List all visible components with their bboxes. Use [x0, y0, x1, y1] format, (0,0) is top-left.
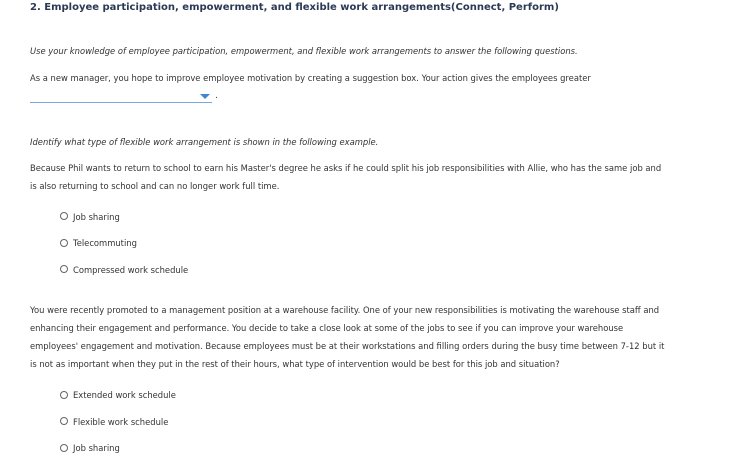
radio-extended-work-schedule[interactable]	[60, 391, 68, 399]
instructions-text: Use your knowledge of employee participation, empowerment, and flexible work arrangements to answer the following questions.	[30, 46, 578, 56]
part1-dropdown[interactable]	[30, 92, 212, 103]
question-title: 2. Employee participation, empowerment, and flexible work arrangements(Connect, Perform)	[30, 2, 559, 13]
part3-scenario-line: You were recently promoted to a management position at a warehouse facility. One of your new responsibilities is motivating the warehouse staff and	[30, 305, 660, 315]
part1-period: .	[215, 91, 218, 101]
radio-job-sharing-2[interactable]	[60, 444, 68, 452]
part2-instruction: Identify what type of flexible work arrangement is shown in the following example.	[30, 137, 379, 147]
part2-scenario-line1: Because Phil wants to return to school to earn his Master's degree he asks if he could split his job responsibilities with Allie, who has the same job and	[30, 163, 662, 173]
radio-flexible-work-schedule[interactable]	[60, 417, 68, 425]
option-label[interactable]: Telecommuting	[73, 238, 137, 248]
radio-compressed-work-schedule[interactable]	[60, 265, 68, 273]
part1-prompt: As a new manager, you hope to improve employee motivation by creating a suggestion box. Your action gives the employees greater	[30, 73, 591, 83]
radio-job-sharing[interactable]	[60, 212, 68, 220]
option-label[interactable]: Flexible work schedule	[73, 417, 169, 427]
option-label[interactable]: Job sharing	[73, 443, 120, 453]
part3-scenario-line: employees' engagement and motivation. Because employees must be at their workstations and filling orders during the busy time between 7-12 but it	[30, 341, 665, 351]
part3-scenario-line: is not as important when they put in the rest of their hours, what type of intervention would be best for this job and situation?	[30, 359, 560, 369]
radio-telecommuting[interactable]	[60, 239, 68, 247]
part3-scenario-line: enhancing their engagement and performance. You decide to take a close look at some of the jobs to see if you can improve your warehouse	[30, 323, 624, 333]
option-label[interactable]: Extended work schedule	[73, 390, 176, 400]
part2-scenario-line2: is also returning to school and can no longer work full time.	[30, 181, 280, 191]
option-label[interactable]: Job sharing	[73, 212, 120, 222]
chevron-down-icon[interactable]	[200, 94, 210, 99]
option-label[interactable]: Compressed work schedule	[73, 265, 189, 275]
